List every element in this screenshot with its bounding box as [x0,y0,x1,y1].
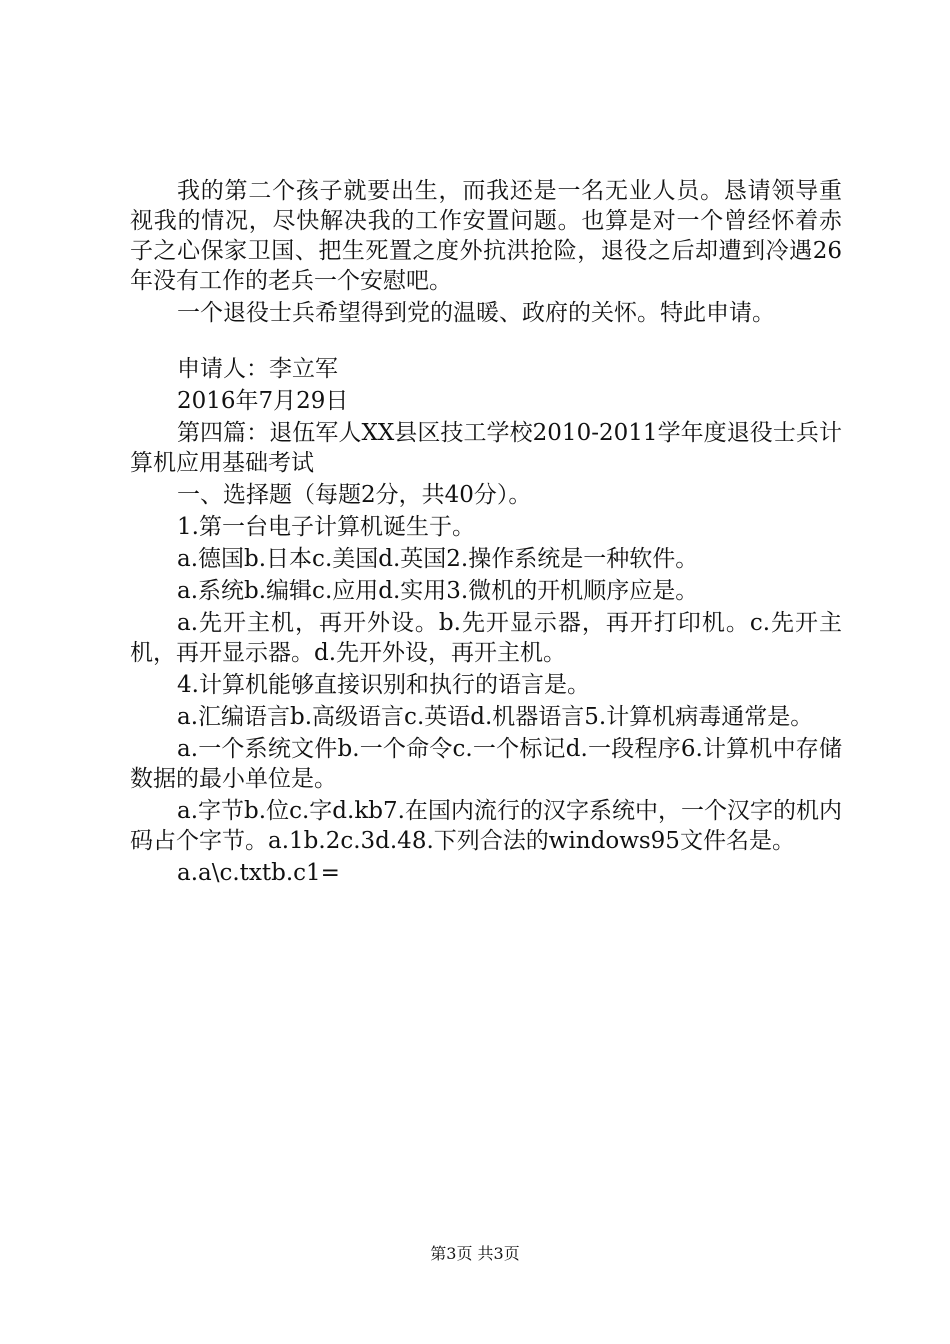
question-item: a.汇编语言b.高级语言c.英语d.机器语言5.计算机病毒通常是。 [177,704,814,730]
applicant-signature: 申请人：李立军 [177,356,338,382]
paragraph-request-closing: 一个退役士兵希望得到党的温暖、政府的关怀。特此申请。 [177,300,775,326]
question-item: a.德国b.日本c.美国d.英国2.操作系统是一种软件。 [177,546,699,572]
question-item: a.字节b.位c.字d.kb7.在国内流行的汉字系统中，一个汉字的机内码占个字节。a.1b.2c.3d.48.下列合法的windows95文件名是。 [130,798,842,854]
section-heading-part-four: 第四篇：退伍军人XX县区技工学校2010-2011学年度退役士兵计算机应用基础考试 [130,420,842,476]
question-item: a.先开主机，再开外设。b.先开显示器，再开打印机。c.先开主机，再开显示器。d.先开外设，再开主机。 [130,610,842,666]
question-item: a.系统b.编辑c.应用d.实用3.微机的开机顺序应是。 [177,578,699,604]
question-section-heading: 一、选择题（每题2分，共40分）。 [177,482,532,508]
question-item: a.一个系统文件b.一个命令c.一个标记d.一段程序6.计算机中存储数据的最小单位是。 [130,736,842,792]
blank-line [130,330,842,354]
page-number-footer: 第3页 共3页 [430,1244,520,1263]
question-item: 4.计算机能够直接识别和执行的语言是。 [177,672,590,698]
document-body [130,176,842,890]
question-item: 1.第一台电子计算机诞生于。 [177,514,475,540]
question-item: a.a\c.txtb.c1= [177,860,340,886]
paragraph-request-body: 我的第二个孩子就要出生，而我还是一名无业人员。恳请领导重视我的情况，尽快解决我的工作安置问题。也算是对一个曾经怀着赤子之心保家卫国、把生死置之度外抗洪抢险，退役之后却遭到冷遇26年没有工作的老兵一个安慰吧。 [130,178,842,294]
application-date: 2016年7月29日 [177,388,349,414]
